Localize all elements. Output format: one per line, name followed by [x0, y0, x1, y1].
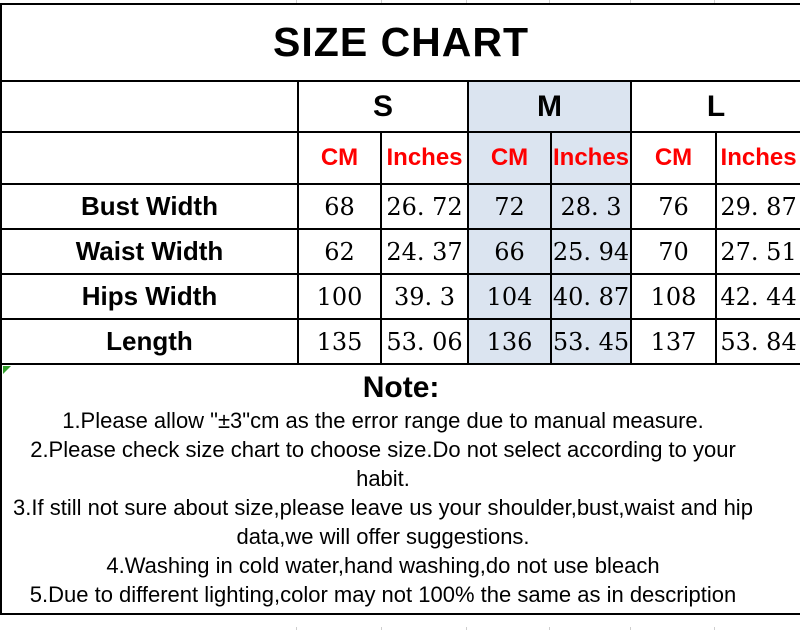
empty-corner-cell [1, 81, 298, 132]
note-section [1, 364, 800, 614]
table-cell: 26. 72 [381, 184, 468, 229]
table-row-length [1, 319, 800, 364]
table-cell: 70 [631, 229, 716, 274]
table-cell: 76 [631, 184, 716, 229]
note-item-2: 2.Please check size chart to choose size.Do not select according to your habit. [30, 436, 736, 491]
gridline-stub [296, 0, 297, 3]
note-item-1: 1.Please allow "±3"cm as the error range due to manual measure. [62, 407, 704, 433]
gridline-stub [549, 0, 550, 3]
table-cell: 25. 94 [551, 229, 631, 274]
row-label: Length [1, 319, 298, 364]
table-cell: 39. 3 [381, 274, 468, 319]
table-cell: 62 [298, 229, 381, 274]
size-header-m: M [468, 81, 631, 132]
row-label: Hips Width [1, 274, 298, 319]
table-cell: 100 [298, 274, 381, 319]
table-row-waist [1, 229, 800, 274]
note-heading: Note: [362, 370, 440, 404]
unit-header-cm: CM [631, 132, 716, 184]
gridline-stub [714, 0, 715, 3]
table-cell: 108 [631, 274, 716, 319]
row-label: Bust Width [1, 184, 298, 229]
unit-header-inches: Inches [716, 132, 800, 184]
table-cell: 42. 44 [716, 274, 800, 319]
unit-header-inches: Inches [551, 132, 631, 184]
table-cell: 40. 87 [551, 274, 631, 319]
table-cell: 29. 87 [716, 184, 800, 229]
table-cell: 53. 06 [381, 319, 468, 364]
size-chart-table [0, 3, 800, 615]
size-header-s: S [298, 81, 468, 132]
row-label: Waist Width [1, 229, 298, 274]
table-cell: 53. 45 [551, 319, 631, 364]
table-cell: 104 [468, 274, 551, 319]
page-title: SIZE CHART [1, 4, 800, 81]
table-row-bust [1, 184, 800, 229]
title-row [1, 4, 800, 81]
empty-corner-cell [1, 132, 298, 184]
unit-header-row [1, 132, 800, 184]
note-item-3: 3.If still not sure about size,please leave us your shoulder,bust,waist and hip data,we will offer suggestions. [13, 494, 753, 549]
table-cell: 136 [468, 319, 551, 364]
excel-flag-triangle-icon [3, 366, 11, 374]
note-row [1, 364, 800, 614]
size-header-row [1, 81, 800, 132]
table-cell: 53. 84 [716, 319, 800, 364]
unit-header-cm: CM [298, 132, 381, 184]
size-header-l: L [631, 81, 800, 132]
note-item-4: 4.Washing in cold water,hand washing,do not use bleach [106, 552, 660, 578]
note-item-5: 5.Due to different lighting,color may not 100% the same as in description [29, 581, 737, 607]
unit-header-inches: Inches [381, 132, 468, 184]
table-cell: 66 [468, 229, 551, 274]
table-cell: 27. 51 [716, 229, 800, 274]
gridline-stub [381, 0, 382, 3]
table-cell: 72 [468, 184, 551, 229]
table-row-hips [1, 274, 800, 319]
table-cell: 24. 37 [381, 229, 468, 274]
table-cell: 135 [298, 319, 381, 364]
unit-header-cm: CM [468, 132, 551, 184]
gridline-stub [630, 0, 631, 3]
table-cell: 137 [631, 319, 716, 364]
table-cell: 68 [298, 184, 381, 229]
table-cell: 28. 3 [551, 184, 631, 229]
gridline-stub [466, 0, 467, 3]
